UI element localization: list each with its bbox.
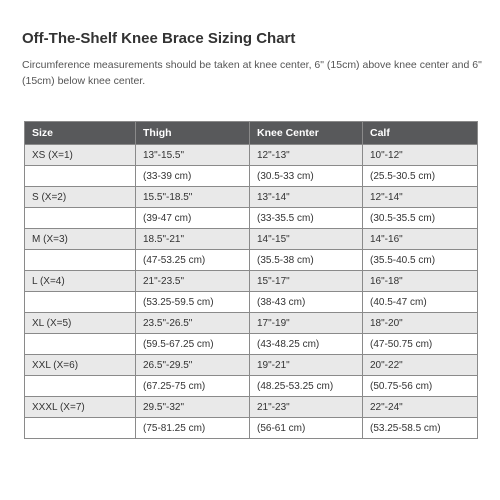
page-subtitle: Circumference measurements should be taken at knee center, 6" (15cm) above knee center and 6" (15cm) below knee center. — [22, 59, 482, 87]
thigh-cm-cell: (53.25-59.5 cm) — [136, 292, 250, 313]
size-cell: XL (X=5) — [25, 313, 136, 334]
size-cell: M (X=3) — [25, 229, 136, 250]
thigh-inches-cell: 13"-15.5" — [136, 145, 250, 166]
size-cell-empty — [25, 208, 136, 229]
thigh-cm-cell: (75-81.25 cm) — [136, 418, 250, 439]
size-cell-empty — [25, 334, 136, 355]
calf-inches-cell: 16"-18" — [363, 271, 478, 292]
knee-inches-cell: 19"-21" — [250, 355, 363, 376]
thigh-inches-cell: 15.5"-18.5" — [136, 187, 250, 208]
thigh-cm-cell: (59.5-67.25 cm) — [136, 334, 250, 355]
table-row — [25, 250, 478, 271]
table-row — [25, 208, 478, 229]
table-row — [25, 376, 478, 397]
calf-inches-cell: 18"-20" — [363, 313, 478, 334]
knee-inches-cell: 15"-17" — [250, 271, 363, 292]
size-cell-empty — [25, 166, 136, 187]
size-cell: S (X=2) — [25, 187, 136, 208]
table-header-row — [25, 122, 478, 145]
thigh-cm-cell: (33-39 cm) — [136, 166, 250, 187]
knee-cm-cell: (56-61 cm) — [250, 418, 363, 439]
thigh-cm-cell: (39-47 cm) — [136, 208, 250, 229]
calf-inches-cell: 22"-24" — [363, 397, 478, 418]
knee-cm-cell: (48.25-53.25 cm) — [250, 376, 363, 397]
table-row — [25, 418, 478, 439]
calf-cm-cell: (53.25-58.5 cm) — [363, 418, 478, 439]
header-thigh: Thigh — [136, 122, 250, 145]
knee-cm-cell: (35.5-38 cm) — [250, 250, 363, 271]
size-cell: L (X=4) — [25, 271, 136, 292]
knee-inches-cell: 21"-23" — [250, 397, 363, 418]
knee-cm-cell: (30.5-33 cm) — [250, 166, 363, 187]
calf-inches-cell: 12"-14" — [363, 187, 478, 208]
size-cell: XS (X=1) — [25, 145, 136, 166]
size-cell: XXL (X=6) — [25, 355, 136, 376]
header-size: Size — [25, 122, 136, 145]
calf-inches-cell: 20"-22" — [363, 355, 478, 376]
calf-cm-cell: (50.75-56 cm) — [363, 376, 478, 397]
knee-cm-cell: (43-48.25 cm) — [250, 334, 363, 355]
calf-cm-cell: (25.5-30.5 cm) — [363, 166, 478, 187]
knee-inches-cell: 13"-14" — [250, 187, 363, 208]
header-calf: Calf — [363, 122, 478, 145]
sizing-table — [24, 121, 478, 439]
table-row — [25, 292, 478, 313]
knee-inches-cell: 12"-13" — [250, 145, 363, 166]
thigh-inches-cell: 26.5"-29.5" — [136, 355, 250, 376]
knee-cm-cell: (38-43 cm) — [250, 292, 363, 313]
table-row — [25, 355, 478, 376]
calf-inches-cell: 10"-12" — [363, 145, 478, 166]
calf-cm-cell: (30.5-35.5 cm) — [363, 208, 478, 229]
thigh-inches-cell: 18.5"-21" — [136, 229, 250, 250]
size-cell-empty — [25, 292, 136, 313]
calf-cm-cell: (35.5-40.5 cm) — [363, 250, 478, 271]
thigh-inches-cell: 21"-23.5" — [136, 271, 250, 292]
knee-cm-cell: (33-35.5 cm) — [250, 208, 363, 229]
calf-cm-cell: (47-50.75 cm) — [363, 334, 478, 355]
thigh-inches-cell: 23.5"-26.5" — [136, 313, 250, 334]
size-cell: XXXL (X=7) — [25, 397, 136, 418]
table-row — [25, 187, 478, 208]
table-row — [25, 313, 478, 334]
table-row — [25, 145, 478, 166]
size-cell-empty — [25, 376, 136, 397]
size-cell-empty — [25, 418, 136, 439]
table-row — [25, 334, 478, 355]
knee-inches-cell: 17"-19" — [250, 313, 363, 334]
thigh-inches-cell: 29.5"-32" — [136, 397, 250, 418]
calf-cm-cell: (40.5-47 cm) — [363, 292, 478, 313]
thigh-cm-cell: (47-53.25 cm) — [136, 250, 250, 271]
header-knee-center: Knee Center — [250, 122, 363, 145]
page-title: Off-The-Shelf Knee Brace Sizing Chart — [22, 30, 296, 47]
table-row — [25, 229, 478, 250]
size-cell-empty — [25, 250, 136, 271]
table-row — [25, 271, 478, 292]
thigh-cm-cell: (67.25-75 cm) — [136, 376, 250, 397]
table-row — [25, 166, 478, 187]
table-row — [25, 397, 478, 418]
knee-inches-cell: 14"-15" — [250, 229, 363, 250]
calf-inches-cell: 14"-16" — [363, 229, 478, 250]
